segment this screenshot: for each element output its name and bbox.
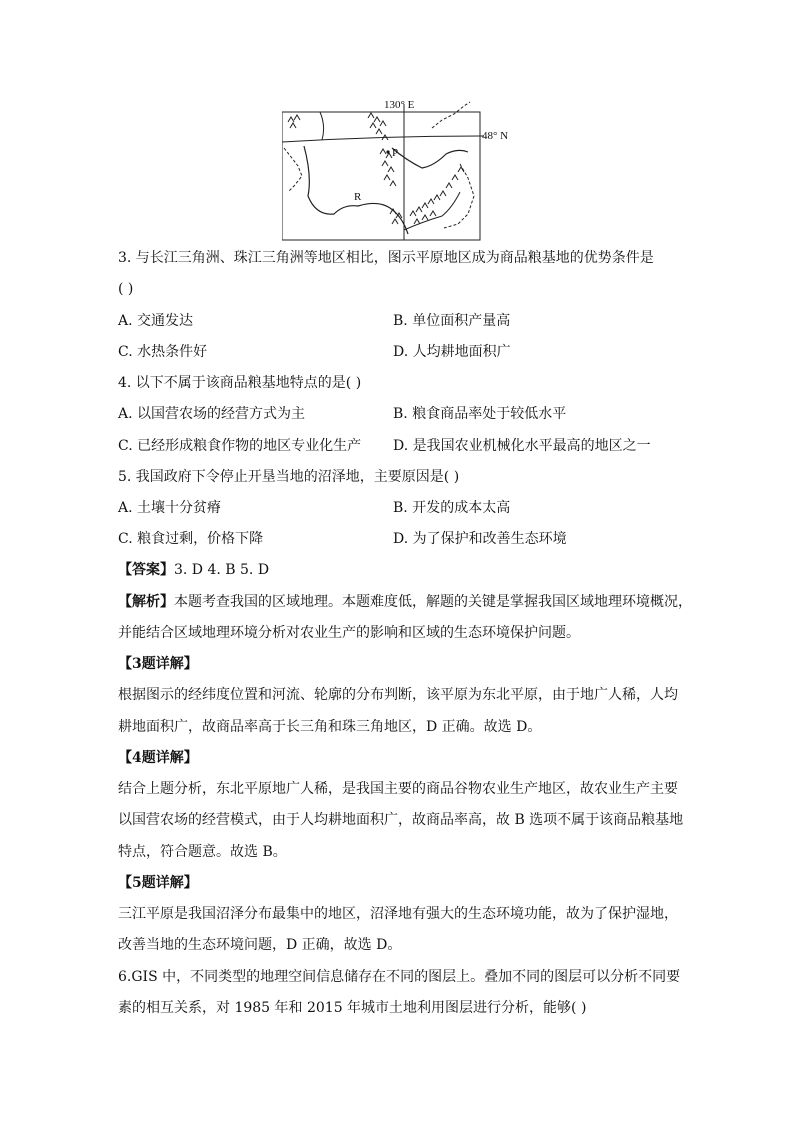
q6-line-2: 素的相互关系，对 1985 年和 2015 年城市土地利用图层进行分析，能够( ) — [118, 1000, 587, 1016]
q3-stem: 3. 与长江三角洲、珠江三角洲等地区相比，图示平原地区成为商品粮基地的优势条件是 — [118, 250, 654, 266]
q3-option-c: C. 水热条件好 — [118, 344, 208, 360]
detail-5-line-2: 改善当地的生态环境问题，D 正确，故选 D。 — [118, 937, 402, 953]
q4-option-d: D. 是我国农业机械化水平最高的地区之一 — [393, 438, 651, 454]
q4-stem: 4. 以下不属于该商品粮基地特点的是( ) — [118, 375, 362, 391]
river-tributary — [392, 148, 468, 168]
answer-line — [118, 561, 269, 579]
detail-5-title: 【5题详解】 — [118, 875, 198, 891]
detail-5-line-1: 三江平原是我国沼泽分布最集中的地区，沼泽地有强大的生态环境功能，故为了保护湿地， — [118, 906, 678, 922]
q4-option-c: C. 已经形成粮食作物的地区专业化生产 — [118, 438, 362, 454]
analysis-label: 【解析】 — [118, 594, 174, 610]
q5-stem: 5. 我国政府下令停止开垦当地的沼泽地，主要原因是( ) — [118, 469, 460, 485]
river-north — [320, 112, 324, 140]
detail-4-line-3: 特点，符合题意。故选 B。 — [118, 844, 287, 860]
q3-option-d: D. 人均耕地面积广 — [393, 344, 511, 360]
river-east — [404, 192, 460, 230]
q3-paren: ( ) — [118, 281, 134, 297]
detail-3-line-1: 根据图示的经纬度位置和河流、轮廓的分布判断，该平原为东北平原，由于地广人稀，人均 — [118, 687, 678, 703]
border-line-right — [444, 164, 474, 228]
map-frame — [282, 112, 480, 240]
detail-4-line-2: 以国营农场的经营模式，由于人均耕地面积广，故商品率高，故 B 选项不属于该商品粮基地 — [118, 812, 684, 828]
point-p-dot — [386, 150, 389, 153]
longitude-label: 130° E — [384, 99, 415, 111]
analysis-line-1 — [118, 593, 692, 611]
detail-3-line-2: 耕地面积广，故商品率高于长三角和珠三角地区，D 正确。故选 D。 — [118, 719, 542, 735]
q5-option-d: D. 为了保护和改善生态环境 — [393, 531, 567, 547]
q5-option-c: C. 粮食过剩，价格下降 — [118, 531, 264, 547]
border-line-top — [432, 102, 470, 128]
detail-4-title: 【4题详解】 — [118, 750, 198, 766]
map-figure — [282, 96, 522, 242]
q5-option-a: A. 土壤十分贫瘠 — [118, 500, 222, 516]
answer-text: 3. D 4. B 5. D — [174, 562, 270, 578]
q3-option-b: B. 单位面积产量高 — [393, 313, 511, 329]
detail-4-line-1: 结合上题分析，东北平原地广人稀，是我国主要的商品谷物农业生产地区，故农业生产主要 — [118, 781, 678, 797]
border-line-left — [284, 148, 302, 192]
river-main — [304, 146, 408, 234]
q6-line-1: 6.GIS 中，不同类型的地理空间信息储存在不同的图层上。叠加不同的图层可以分析不同要 — [118, 969, 681, 985]
analysis-text-1: 本题考查我国的区域地理。本题难度低，解题的关键是掌握我国区域地理环境概况， — [174, 594, 692, 610]
label-r: R — [354, 191, 362, 203]
q5-option-b: B. 开发的成本太高 — [393, 500, 511, 516]
answer-label: 【答案】 — [118, 562, 174, 578]
q3-option-a: A. 交通发达 — [118, 313, 194, 329]
label-p: P — [392, 147, 399, 159]
analysis-line-2: 并能结合区域地理环境分析对农业生产的影响和区域的生态环境保护问题。 — [118, 625, 580, 641]
latitude-label: 48° N — [482, 130, 509, 142]
q4-option-a: A. 以国营农场的经营方式为主 — [118, 406, 306, 422]
q4-option-b: B. 粮食商品率处于较低水平 — [393, 406, 567, 422]
detail-3-title: 【3题详解】 — [118, 656, 198, 672]
